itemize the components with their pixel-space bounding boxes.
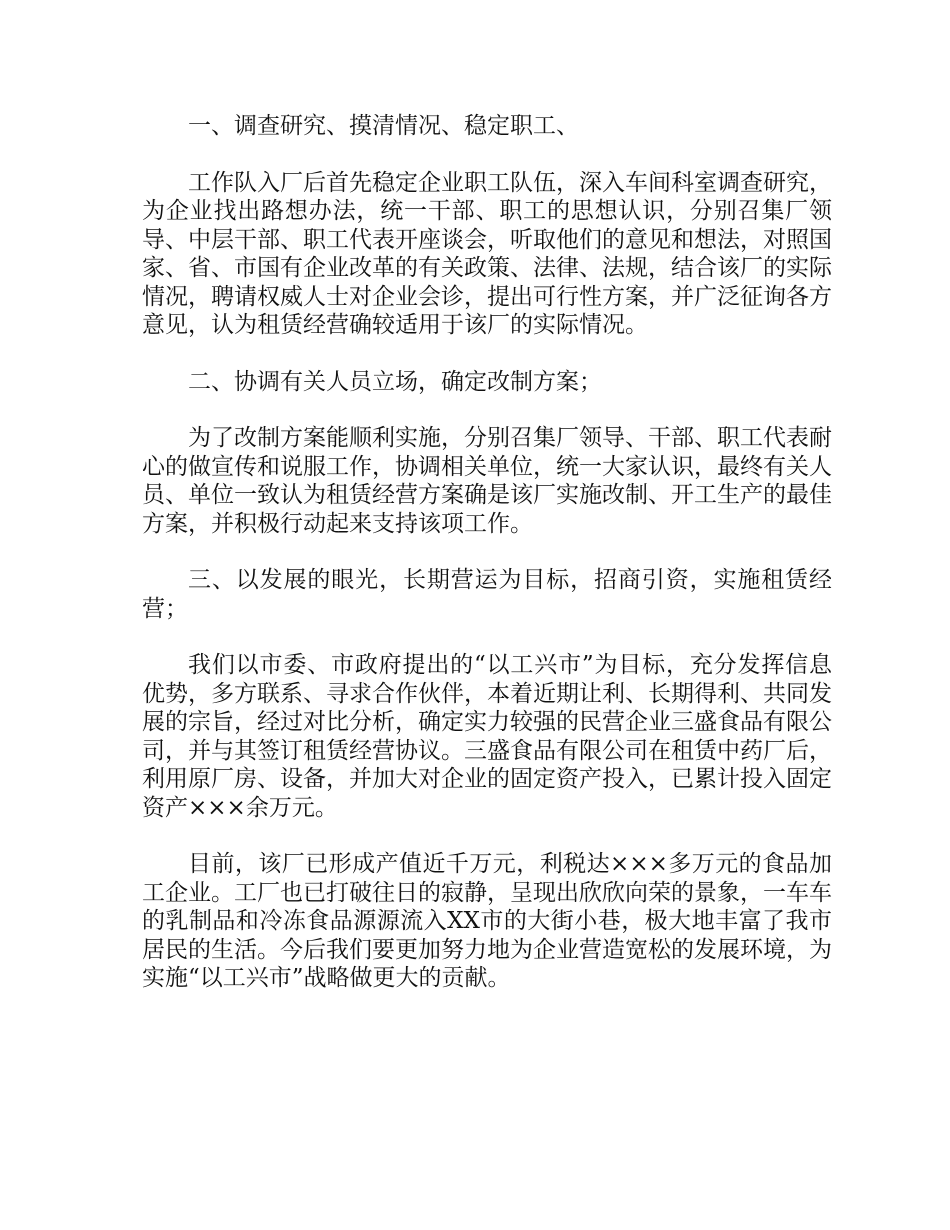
body-paragraph-2: 为了改制方案能顺利实施，分别召集厂领导、干部、职工代表耐心的做宣传和说服工作，协调相关单位，统一大家认识，最终有关人员、单位一致认为租赁经营方案确是该厂实施改制、开工生产的最佳方案，并积极行动起来支持该项工作。 [142,425,832,537]
section-heading-3: 三、以发展的眼光，长期营运为目标，招商引资，实施租赁经营； [142,567,832,622]
body-paragraph-1: 工作队入厂后首先稳定企业职工队伍，深入车间科室调查研究，为企业找出路想办法，统一干部、职工的思想认识，分别召集厂领导、中层干部、职工代表开座谈会，听取他们的意见和想法，对照国家、省、市国有企业改革的有关政策、法律、法规，结合该厂的实际情况，聘请权威人士对企业会诊，提出可行性方案，并广泛征询各方意见，认为租赁经营确较适用于该厂的实际情况。 [142,169,832,338]
body-paragraph-4: 目前，该厂已形成产值近千万元，利税达×××多万元的食品加工企业。工厂也已打破往日的寂静，呈现出欣欣向荣的景象，一车车的乳制品和冷冻食品源源流入XX市的大街小巷，极大地丰富了我市居民的生活。今后我们要更加努力地为企业营造宽松的发展环境，为实施“以工兴市”战略做更大的贡献。 [142,851,832,991]
section-heading-2: 二、协调有关人员立场，确定改制方案； [188,368,602,395]
document-body [142,112,832,1021]
section-heading-1: 一、调查研究、摸清情况、稳定职工、 [188,113,579,139]
body-paragraph-3: 我们以市委、市政府提出的“以工兴市”为目标，充分发挥信息优势，多方联系、寻求合作伙伴，本着近期让利、长期得利、共同发展的宗旨，经过对比分析，确定实力较强的民营企业三盛食品有限公司，并与其签订租赁经营协议。三盛食品有限公司在租赁中药厂后，利用原厂房、设备，并加大对企业的固定资产投入，已累计投入固定资产×××余万元。 [142,652,832,821]
